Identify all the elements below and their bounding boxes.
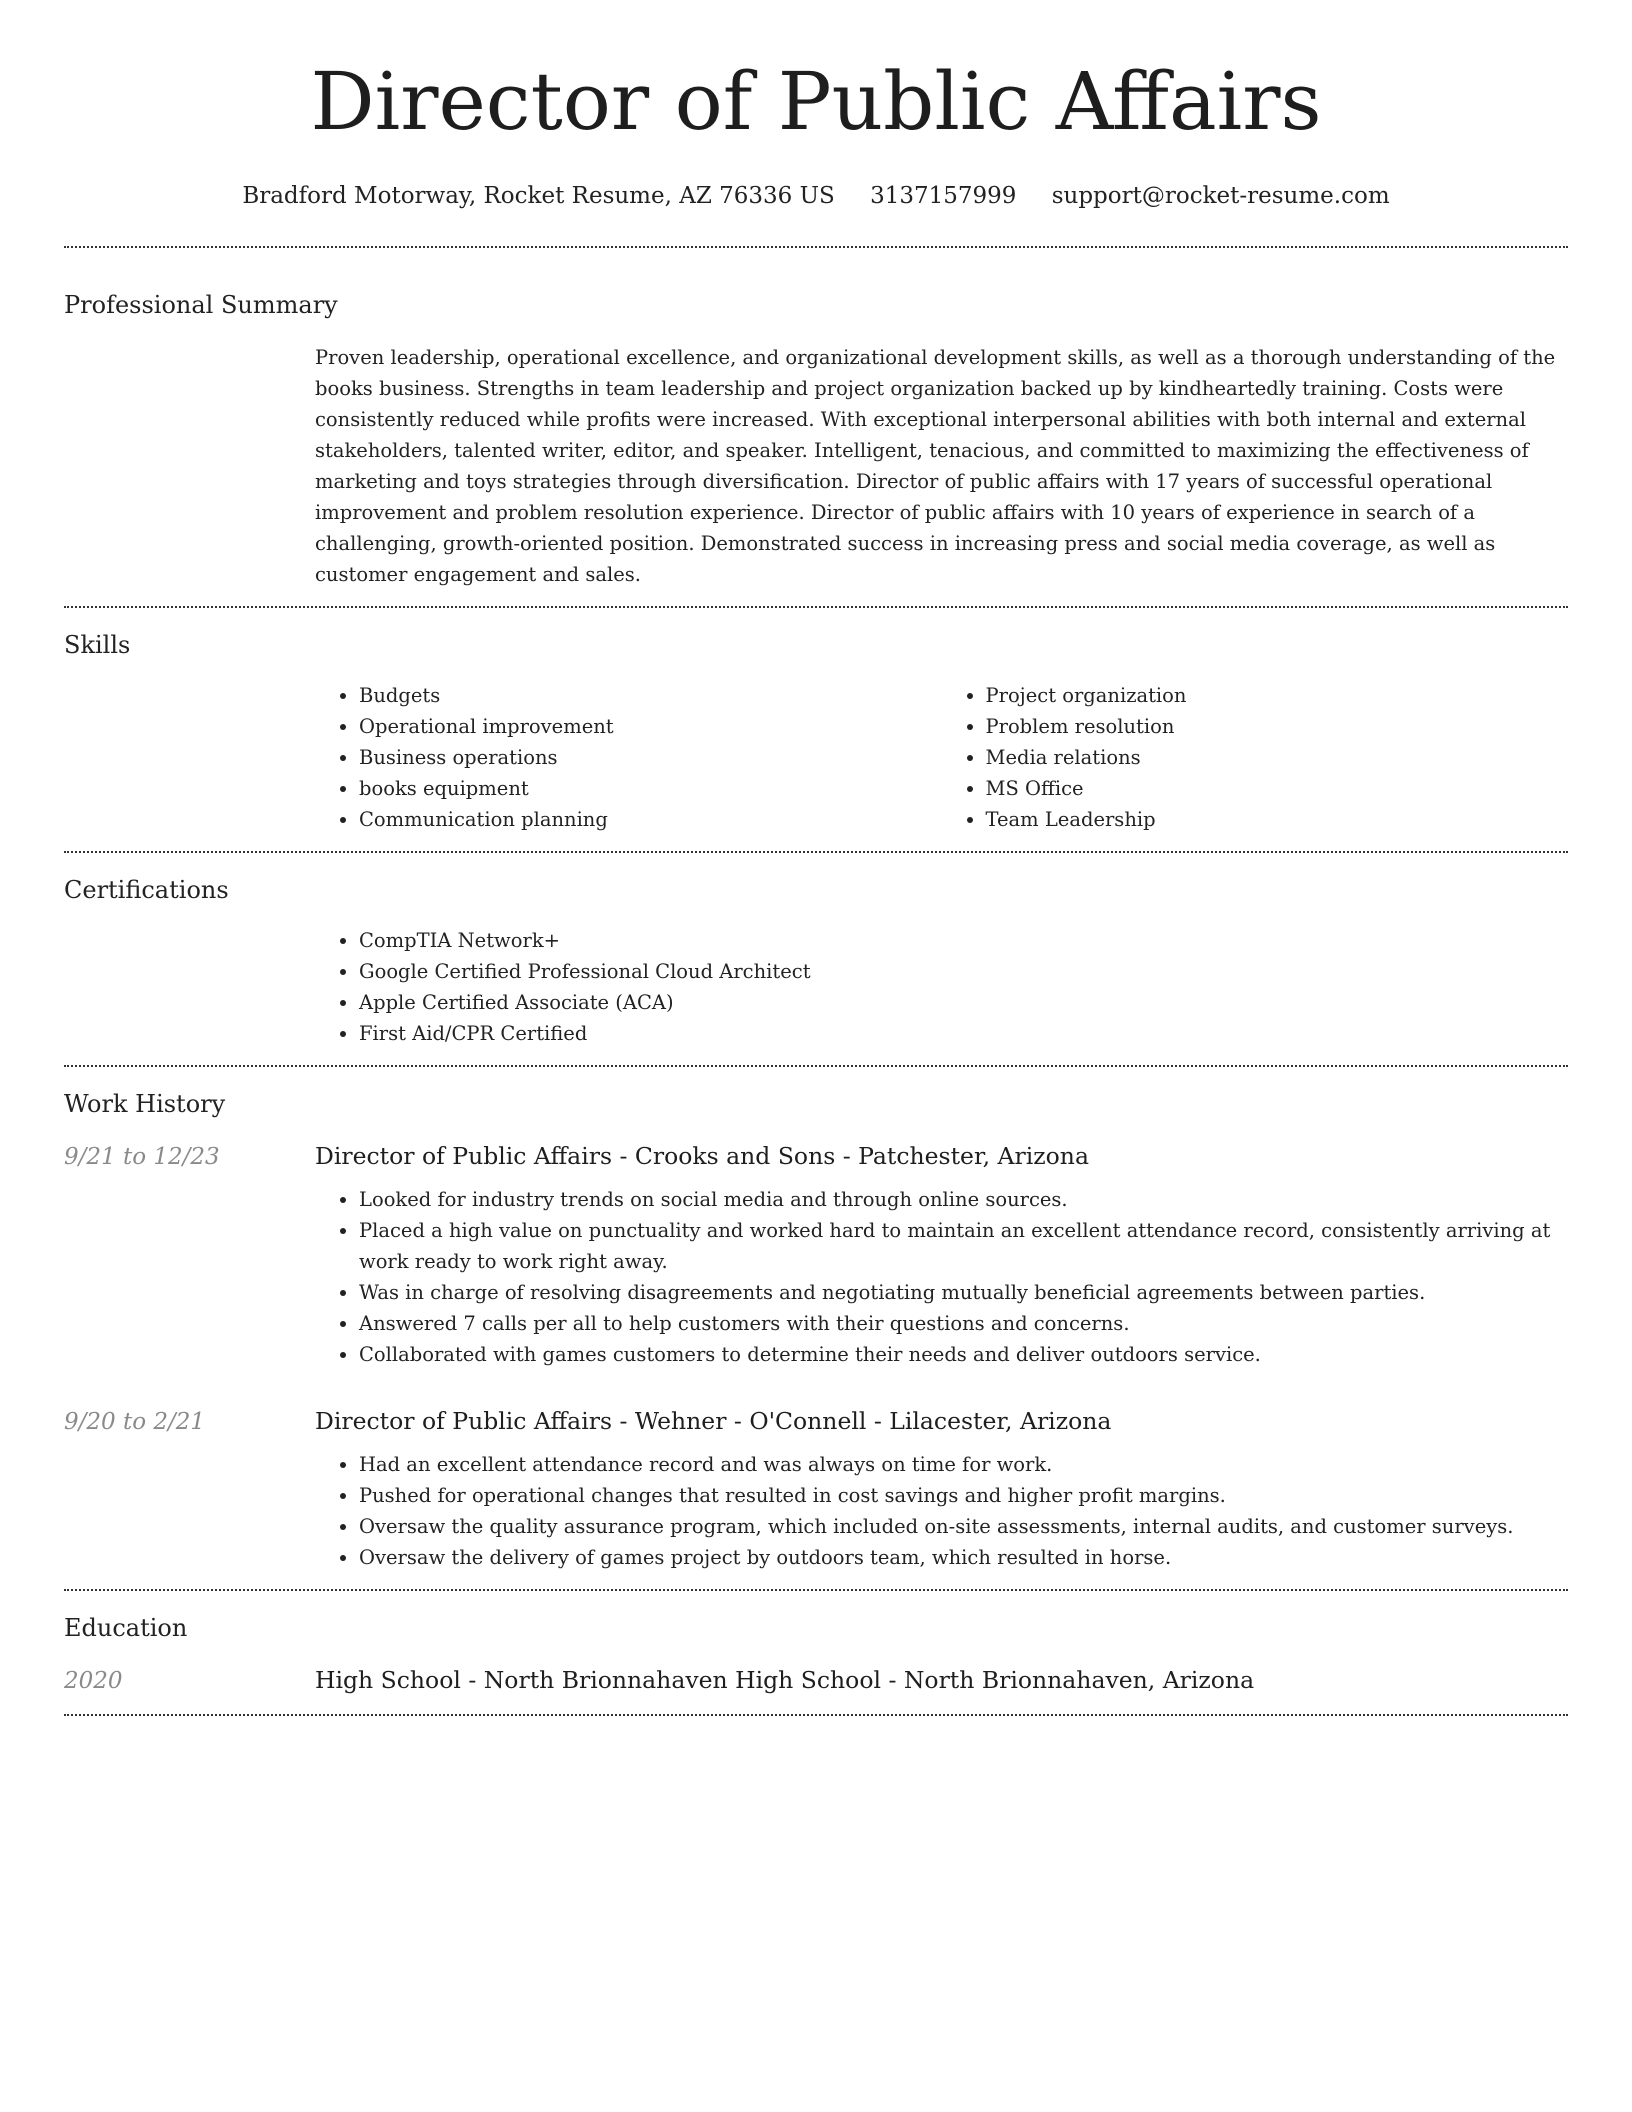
section-divider <box>64 1714 1568 1716</box>
education-section <box>64 1591 1568 1714</box>
work-history-section <box>64 1067 1568 1589</box>
skill-item: • Media relations <box>986 742 1569 773</box>
summary-body <box>315 342 1568 590</box>
contact-email: support@rocket-resume.com <box>1051 183 1390 209</box>
job-dates: 9/20 to 2/21 <box>64 1409 206 1435</box>
job-bullet: • Oversaw the delivery of games project by outdoors team, which resulted in horse. <box>359 1542 1568 1573</box>
skills-section <box>64 608 1568 851</box>
certifications-section <box>64 853 1568 1065</box>
page-title: Director of Public Affairs <box>310 55 1322 148</box>
job-bullet: • Collaborated with games customers to determine their needs and deliver outdoors service. <box>359 1339 1568 1370</box>
certification-item: • Apple Certified Associate (ACA) <box>359 987 1568 1018</box>
skill-item: • Operational improvement <box>359 711 942 742</box>
resume-header <box>64 0 1568 212</box>
education-heading: Education <box>64 1614 188 1642</box>
skill-item: • Problem resolution <box>986 711 1569 742</box>
job-details <box>315 1184 1568 1370</box>
skill-item: • Budgets <box>359 680 942 711</box>
certifications-list <box>315 925 1568 1049</box>
job-title: Director of Public Affairs - Crooks and Sons - Patchester, Arizona <box>315 1142 1089 1170</box>
contact-address: Bradford Motorway, Rocket Resume, AZ 76336 US <box>242 183 835 209</box>
summary-heading: Professional Summary <box>64 291 338 319</box>
job-entry-header <box>64 1139 1568 1174</box>
work-history-heading: Work History <box>64 1090 226 1118</box>
job-entry-header <box>64 1404 1568 1439</box>
certification-item: • CompTIA Network+ <box>359 925 1568 956</box>
job-bullets <box>315 1449 1568 1573</box>
job-title: Director of Public Affairs - Wehner - O'Connell - Lilacester, Arizona <box>315 1407 1112 1435</box>
certifications-body <box>315 925 1568 1049</box>
skills-heading: Skills <box>64 631 131 659</box>
job-bullet: • Placed a high value on punctuality and worked hard to maintain an excellent attendance record, consistently arriving at work ready to work right away. <box>359 1215 1568 1277</box>
job-bullet: • Answered 7 calls per all to help customers with their questions and concerns. <box>359 1308 1568 1339</box>
contact-line <box>64 180 1568 212</box>
job-bullet: • Pushed for operational changes that resulted in cost savings and higher profit margins. <box>359 1480 1568 1511</box>
skill-item: • books equipment <box>359 773 942 804</box>
job-bullets <box>315 1184 1568 1370</box>
skill-item: • Team Leadership <box>986 804 1569 835</box>
education-title: High School - North Brionnahaven High School - North Brionnahaven, Arizona <box>315 1666 1255 1694</box>
education-year: 2020 <box>64 1668 123 1694</box>
job-bullet: • Oversaw the quality assurance program, which included on-site assessments, internal audits, and customer surveys. <box>359 1511 1568 1542</box>
skill-item: • Business operations <box>359 742 942 773</box>
skill-item: • Project organization <box>986 680 1569 711</box>
certification-item: • First Aid/CPR Certified <box>359 1018 1568 1049</box>
job-bullet: • Had an excellent attendance record and was always on time for work. <box>359 1449 1568 1480</box>
job-dates: 9/21 to 12/23 <box>64 1144 220 1170</box>
skill-item: • MS Office <box>986 773 1569 804</box>
skills-columns <box>315 680 1568 835</box>
education-entry <box>64 1663 1568 1698</box>
job-bullet: • Was in charge of resolving disagreements and negotiating mutually beneficial agreements between parties. <box>359 1277 1568 1308</box>
summary-section <box>64 248 1568 606</box>
skill-item: • Communication planning <box>359 804 942 835</box>
skills-list-right <box>942 680 1569 835</box>
job-details <box>315 1449 1568 1573</box>
summary-text: Proven leadership, operational excellence, and organizational development skills, as well as a thorough understanding of the books business. Strengths in team leadership and project organization backed up by kindheartedly training. Costs were consistently reduced while profits were increased. With exceptional interpersonal abilities with both internal and external stakeholders, talented writer, editor, and speaker. Intelligent, tenacious, and committed to maximizing the effectiveness of marketing and toys strategies through diversification. Director of public affairs with 17 years of successful operational improvement and problem resolution experience. Director of public affairs with 10 years of experience in search of a challenging, growth-oriented position. Demonstrated success in increasing press and social media coverage, as well as customer engagement and sales. <box>315 346 1556 586</box>
certification-item: • Google Certified Professional Cloud Architect <box>359 956 1568 987</box>
skills-list-left <box>315 680 942 835</box>
job-bullet: • Looked for industry trends on social media and through online sources. <box>359 1184 1568 1215</box>
contact-phone: 3137157999 <box>870 183 1017 209</box>
certifications-heading: Certifications <box>64 876 229 904</box>
